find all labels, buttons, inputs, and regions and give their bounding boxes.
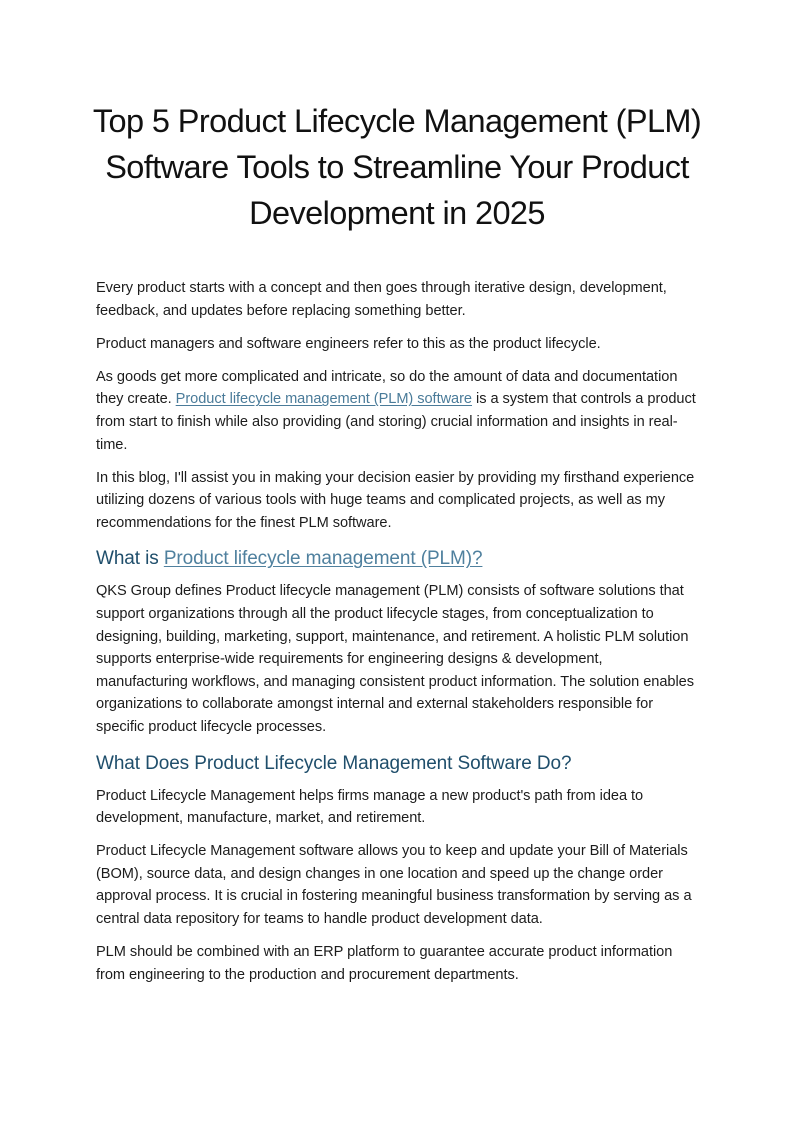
intro-paragraph-1: Every product starts with a concept and then goes through iterative design, development, feedback, and updates before replacing something better. — [96, 280, 667, 319]
section-heading-what-does-plm-do: What Does Product Lifecycle Management Software Do? — [96, 752, 572, 774]
intro-paragraph-3-text-after: is a system that controls a product from start to finish while also providing (and storing) crucial information and insights in real-time. — [96, 391, 696, 453]
intro-paragraph-3 — [96, 366, 698, 456]
plm-software-link[interactable]: Product lifecycle management (PLM) software — [175, 391, 473, 408]
intro-paragraph-4: In this blog, I'll assist you in making your decision easier by providing my firsthand experience utilizing dozens of various tools with huge teams and complicated projects, as well as my recommendations for the finest PLM software. — [96, 469, 695, 531]
page-title: Top 5 Product Lifecycle Management (PLM) Software Tools to Streamline Your Product Development in 2025 — [92, 103, 702, 231]
section-heading-what-is-plm — [96, 546, 698, 572]
section-heading-prefix: What is — [96, 548, 164, 570]
intro-paragraph-3-text-before: As goods get more complicated and intricate, so do the amount of data and documentation they create. — [96, 368, 678, 408]
plm-definition-paragraph: QKS Group defines Product lifecycle management (PLM) consists of software solutions that support organizations through all the product lifecycle stages, from conceptualization to designing, building, marketing, support, maintenance, and retirement. A holistic PLM solution supports enterprise-wide requirements for engineering designs & development, manufacturing workflows, and managing consistent product information. The solution enables organizations to collaborate amongst internal and external stakeholders responsible for specific product lifecycle processes. — [96, 583, 694, 735]
plm-function-paragraph-3: PLM should be combined with an ERP platform to guarantee accurate product information from engineering to the production and procurement departments. — [96, 944, 673, 983]
document-page — [92, 0, 702, 986]
plm-definition-link[interactable]: Product lifecycle management (PLM)? — [163, 548, 483, 570]
intro-paragraph-2: Product managers and software engineers refer to this as the product lifecycle. — [96, 335, 601, 352]
plm-function-paragraph-2: Product Lifecycle Management software allows you to keep and update your Bill of Materials (BOM), source data, and design changes in one location and speed up the change order approval process. It is crucial in fostering meaningful business transformation by serving as a central data repository for teams to handle product development data. — [96, 843, 692, 928]
plm-function-paragraph-1: Product Lifecycle Management helps firms manage a new product's path from idea to development, manufacture, market, and retirement. — [96, 787, 644, 827]
